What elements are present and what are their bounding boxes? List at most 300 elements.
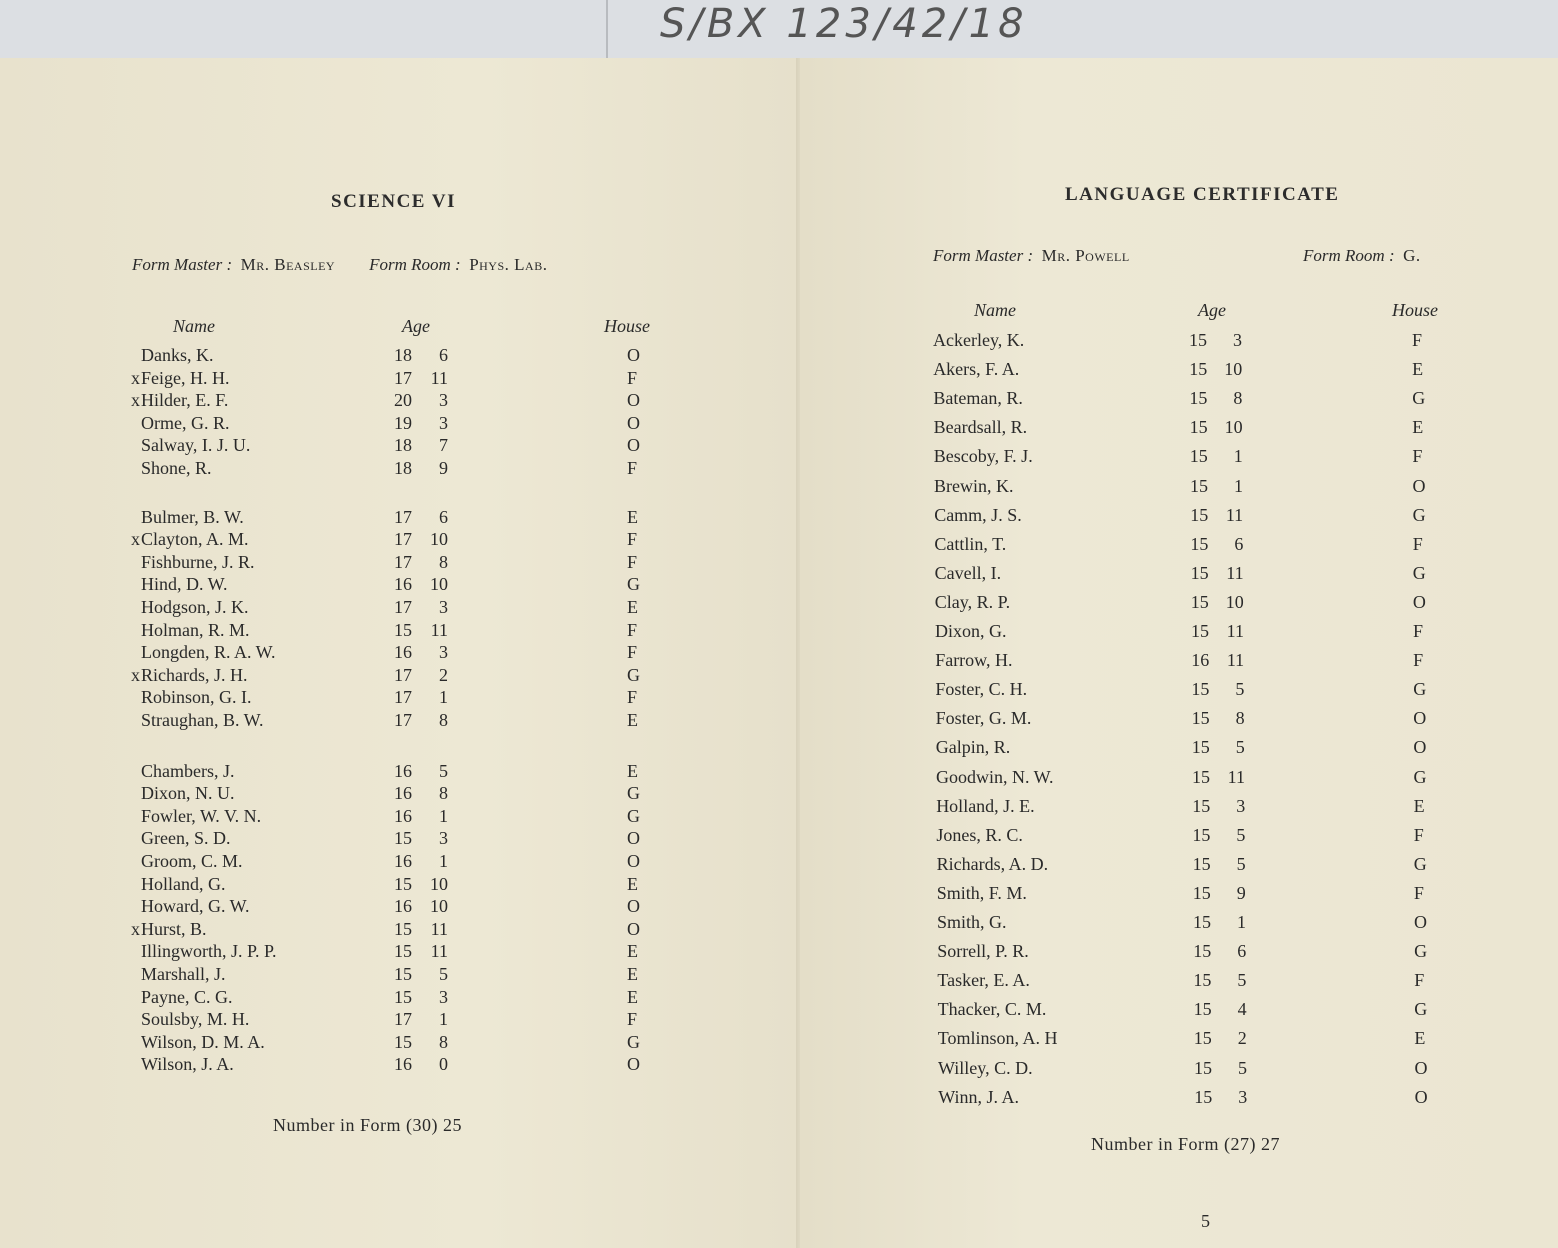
age-years: 16 (1191, 650, 1210, 671)
student-name: Willey, C. D. (938, 1057, 1033, 1078)
age-months: 8 (439, 1031, 448, 1052)
age-years: 15 (1190, 475, 1208, 496)
table-row (0, 345, 800, 369)
student-name: Smith, G. (937, 912, 1007, 932)
age-months: 3 (1236, 795, 1246, 816)
age-months: 11 (430, 918, 448, 939)
age-years: 15 (394, 941, 412, 962)
age-months: 11 (430, 619, 448, 640)
house: G (627, 805, 640, 826)
age-years: 15 (1190, 533, 1209, 554)
age-years: 15 (1192, 824, 1211, 845)
column-header-name: Name (173, 316, 215, 336)
table-row (0, 597, 800, 621)
age-months: 3 (1233, 330, 1242, 350)
student-name: Foster, C. H. (935, 679, 1028, 700)
house: G (1412, 562, 1426, 583)
table-row (0, 828, 800, 852)
student-name: Galpin, R. (935, 737, 1011, 758)
table-row (800, 679, 1558, 703)
table-row (0, 761, 800, 785)
student-name: Bescoby, F. J. (933, 446, 1033, 467)
remove-mark: x (131, 367, 140, 388)
house: O (1414, 912, 1427, 932)
house: F (627, 458, 638, 478)
page-title: SCIENCE VI (331, 191, 456, 212)
age-years: 15 (394, 918, 412, 939)
age-months: 1 (439, 1009, 448, 1030)
form-master-label: Form Master : (132, 255, 233, 274)
house: F (627, 1009, 638, 1030)
age-years: 15 (1189, 359, 1208, 380)
age-months: 10 (430, 873, 448, 894)
house: F (1412, 446, 1423, 467)
house: O (1414, 1057, 1428, 1078)
house: F (1413, 650, 1424, 671)
form-master: Mr. Beasley (240, 255, 336, 274)
house: O (627, 896, 640, 917)
table-row (800, 359, 1558, 383)
student-name: Robinson, G. I. (141, 687, 252, 708)
age-months: 6 (439, 345, 448, 365)
house: F (1413, 882, 1424, 903)
student-name: Fowler, W. V. N. (141, 805, 262, 826)
table-row (800, 796, 1558, 820)
age-months: 11 (1227, 766, 1245, 787)
student-name: Bulmer, B. W. (141, 506, 244, 527)
house: F (1412, 533, 1423, 554)
student-name: Brewin, K. (934, 475, 1014, 496)
age-years: 15 (1193, 970, 1212, 991)
table-row (0, 368, 800, 392)
house: F (1413, 824, 1424, 845)
table-row (0, 687, 800, 711)
age-years: 15 (394, 964, 412, 984)
table-row (800, 388, 1558, 412)
student-name: Dixon, G. (935, 621, 1007, 641)
age-months: 10 (430, 574, 448, 595)
house: F (627, 619, 638, 640)
house: E (627, 506, 638, 527)
age-years: 15 (1193, 1028, 1212, 1049)
age-months: 9 (1236, 882, 1246, 903)
student-name: Hodgson, J. K. (141, 597, 249, 617)
house: O (1413, 737, 1427, 758)
table-row (0, 1054, 800, 1078)
house: E (1413, 795, 1425, 816)
age-months: 2 (1237, 1028, 1247, 1049)
age-months: 5 (439, 760, 448, 781)
student-name: Holman, R. M. (141, 619, 250, 640)
form-count: Number in Form (30) 25 (273, 1115, 462, 1135)
table-row (800, 767, 1558, 791)
house: G (1412, 388, 1426, 409)
age-months: 11 (1226, 562, 1244, 583)
age-months: 10 (430, 529, 448, 550)
age-months: 11 (1225, 504, 1244, 525)
table-row (0, 413, 800, 437)
age-months: 6 (1237, 941, 1247, 962)
age-years: 15 (1192, 795, 1211, 816)
table-row (800, 446, 1558, 470)
table-row (800, 883, 1558, 907)
age-years: 15 (394, 619, 412, 640)
age-years: 15 (394, 828, 412, 849)
age-years: 15 (1190, 591, 1209, 612)
student-name: Holland, J. E. (936, 795, 1035, 816)
student-name: Cavell, I. (934, 562, 1002, 583)
age-years: 18 (394, 345, 412, 365)
age-months: 10 (1224, 359, 1243, 380)
house: E (627, 941, 638, 962)
house: G (627, 574, 640, 595)
table-row (0, 941, 800, 965)
table-row (800, 999, 1558, 1023)
form-master-label: Form Master : (933, 246, 1034, 265)
house: E (627, 760, 638, 781)
age-months: 1 (439, 687, 448, 708)
student-name: Hind, D. W. (141, 574, 228, 595)
age-months: 5 (1236, 853, 1246, 874)
house: G (1414, 941, 1428, 962)
house: O (1412, 591, 1426, 612)
age-months: 11 (430, 941, 448, 962)
age-years: 16 (394, 1054, 412, 1075)
age-months: 4 (1237, 999, 1247, 1020)
remove-mark: x (131, 664, 140, 685)
form-info (933, 246, 1130, 266)
student-name: Bateman, R. (933, 388, 1023, 409)
house: O (627, 918, 640, 939)
table-row (0, 435, 800, 459)
house: O (627, 435, 640, 456)
student-name: Goodwin, N. W. (936, 766, 1054, 787)
age-years: 16 (394, 642, 412, 663)
table-row (0, 987, 800, 1011)
age-years: 17 (394, 597, 412, 617)
age-months: 3 (439, 390, 448, 411)
table-row (0, 919, 800, 943)
student-name: Soulsby, M. H. (141, 1009, 250, 1030)
student-name: Wilson, J. A. (141, 1054, 234, 1075)
house: F (1413, 621, 1424, 641)
age-months: 7 (439, 435, 448, 456)
page-title: LANGUAGE CERTIFICATE (1065, 184, 1340, 205)
student-name: Groom, C. M. (141, 851, 243, 871)
student-name: Wilson, D. M. A. (141, 1031, 265, 1052)
age-years: 15 (1194, 1086, 1213, 1107)
house: O (1413, 708, 1427, 729)
age-months: 1 (1237, 912, 1246, 932)
age-months: 1 (1234, 475, 1243, 496)
student-name: Winn, J. A. (938, 1086, 1019, 1107)
age-years: 16 (394, 783, 412, 804)
age-years: 15 (394, 873, 412, 894)
age-years: 15 (1189, 417, 1208, 438)
house: O (627, 828, 640, 849)
student-name: Akers, F. A. (933, 359, 1020, 380)
age-years: 15 (1192, 882, 1211, 903)
age-months: 1 (439, 805, 448, 826)
student-name: Fishburne, J. R. (141, 551, 255, 572)
age-months: 8 (439, 783, 448, 804)
age-months: 10 (430, 896, 448, 917)
house: E (627, 597, 638, 617)
age-months: 8 (1235, 708, 1245, 729)
age-years: 16 (394, 805, 412, 826)
student-name: Green, S. D. (141, 828, 231, 849)
table-row (0, 390, 800, 414)
age-years: 18 (394, 435, 412, 456)
table-row (0, 620, 800, 644)
student-name: Illingworth, J. P. P. (141, 941, 277, 962)
house: F (627, 551, 638, 572)
age-months: 3 (439, 597, 448, 617)
student-name: Longden, R. A. W. (141, 642, 276, 663)
age-years: 16 (394, 760, 412, 781)
student-name: Howard, G. W. (141, 896, 250, 917)
age-years: 20 (394, 390, 412, 411)
table-row (0, 574, 800, 598)
table-row (0, 851, 800, 875)
column-header-age: Age (402, 316, 430, 336)
house: E (627, 710, 638, 730)
age-years: 15 (1190, 504, 1209, 525)
age-years: 15 (1192, 766, 1210, 787)
form-room: G. (1403, 246, 1421, 265)
age-years: 19 (394, 412, 412, 433)
house: G (1414, 999, 1428, 1020)
student-name: Tasker, E. A. (937, 970, 1030, 991)
student-name: Shone, R. (141, 458, 212, 478)
house: O (627, 412, 640, 433)
house: G (1412, 504, 1426, 525)
page-number: 5 (1201, 1211, 1210, 1231)
age-months: 10 (1224, 417, 1243, 438)
table-row (800, 708, 1558, 732)
table-row (800, 592, 1558, 616)
house: F (1412, 330, 1423, 350)
student-name: Thacker, C. M. (937, 999, 1047, 1020)
age-months: 11 (1226, 621, 1244, 641)
house: O (627, 390, 640, 411)
house: E (627, 986, 638, 1007)
age-years: 17 (394, 687, 412, 708)
house: G (627, 664, 640, 685)
age-months: 10 (1225, 591, 1244, 612)
age-months: 6 (439, 506, 448, 527)
student-name: Jones, R. C. (936, 824, 1023, 845)
student-name: Danks, K. (141, 345, 214, 365)
student-name: Richards, J. H. (141, 664, 248, 685)
table-row (0, 507, 800, 531)
age-years: 15 (1191, 621, 1209, 641)
age-years: 15 (1189, 330, 1207, 350)
table-row (800, 941, 1558, 965)
age-years: 17 (394, 529, 412, 550)
age-years: 15 (1193, 912, 1211, 932)
age-months: 3 (439, 986, 448, 1007)
form-room-label: Form Room : (1303, 246, 1395, 265)
right-page (800, 58, 1558, 1248)
table-row (0, 665, 800, 689)
table-row (0, 552, 800, 576)
age-months: 2 (439, 664, 448, 685)
student-name: Tomlinson, A. H (937, 1028, 1058, 1049)
remove-mark: x (131, 918, 140, 939)
age-months: 8 (439, 710, 448, 730)
house: G (1413, 853, 1427, 874)
age-years: 15 (1191, 679, 1210, 700)
age-months: 5 (1237, 970, 1247, 991)
age-years: 17 (394, 506, 412, 527)
age-months: 3 (439, 412, 448, 433)
age-years: 17 (394, 710, 412, 730)
age-months: 1 (439, 851, 448, 871)
age-years: 16 (394, 896, 412, 917)
age-months: 11 (1226, 650, 1245, 671)
form-master: Mr. Powell (1041, 246, 1130, 265)
student-name: Clayton, A. M. (141, 529, 249, 550)
student-name: Orme, G. R. (141, 412, 230, 433)
table-row (800, 1087, 1558, 1111)
age-months: 3 (439, 828, 448, 849)
table-row (0, 458, 800, 482)
table-row (800, 912, 1558, 936)
age-months: 8 (439, 551, 448, 572)
age-years: 16 (394, 574, 412, 595)
archive-reference: S/BX 123/42/18 (660, 1, 1028, 47)
form-room-info (1303, 246, 1421, 266)
age-months: 5 (1238, 1057, 1247, 1078)
table-row (800, 825, 1558, 849)
house: O (1414, 1086, 1428, 1107)
table-row (0, 710, 800, 734)
table-row (0, 806, 800, 830)
student-name: Salway, I. J. U. (141, 435, 251, 456)
archive-slip-edge (606, 0, 608, 60)
table-row (0, 529, 800, 553)
house: E (627, 964, 638, 984)
form-room-label: Form Room : (369, 255, 461, 274)
age-years: 15 (394, 986, 412, 1007)
student-name: Richards, A. D. (936, 853, 1049, 874)
house: F (1414, 970, 1425, 991)
age-months: 0 (439, 1054, 448, 1075)
house: O (627, 1054, 640, 1075)
student-name: Farrow, H. (935, 650, 1013, 671)
house: E (1412, 417, 1424, 438)
form-room: Phys. Lab. (469, 255, 548, 274)
form-info (132, 255, 547, 275)
student-name: Smith, F. M. (936, 882, 1027, 903)
student-name: Marshall, J. (141, 964, 226, 984)
house: G (1413, 766, 1427, 787)
age-months: 9 (439, 458, 448, 478)
student-name: Feige, H. H. (141, 367, 230, 388)
house: F (627, 642, 638, 663)
age-years: 15 (1191, 737, 1210, 758)
table-row (800, 563, 1558, 587)
table-row (800, 1028, 1558, 1052)
table-row (0, 642, 800, 666)
age-years: 18 (394, 458, 412, 478)
house: G (627, 1031, 640, 1052)
house: E (627, 873, 638, 894)
student-name: Clay, R. P. (934, 591, 1011, 612)
student-name: Sorrell, P. R. (937, 941, 1029, 962)
age-years: 15 (1191, 708, 1210, 729)
table-row (800, 650, 1558, 674)
age-years: 15 (1189, 388, 1208, 409)
house: E (1414, 1028, 1426, 1049)
column-header-name: Name (974, 300, 1016, 320)
table-row (800, 1058, 1558, 1082)
house: O (1412, 475, 1426, 496)
table-row (800, 621, 1558, 645)
left-page (0, 58, 800, 1248)
age-years: 17 (394, 1009, 412, 1030)
house: F (627, 367, 638, 388)
house: F (627, 529, 638, 550)
column-header-age: Age (1198, 300, 1226, 320)
table-row (800, 505, 1558, 529)
table-row (800, 534, 1558, 558)
remove-mark: x (131, 390, 140, 411)
student-name: Hilder, E. F. (141, 390, 229, 411)
table-row (0, 896, 800, 920)
age-months: 11 (430, 367, 448, 388)
age-years: 15 (394, 1031, 412, 1052)
age-years: 17 (394, 367, 412, 388)
student-name: Camm, J. S. (934, 504, 1022, 525)
table-row (800, 417, 1558, 441)
student-name: Beardsall, R. (933, 417, 1028, 438)
student-name: Payne, C. G. (141, 986, 233, 1007)
table-row (800, 970, 1558, 994)
age-months: 3 (439, 642, 448, 663)
table-row (0, 1032, 800, 1056)
house: O (627, 345, 640, 365)
student-name: Ackerley, K. (933, 330, 1025, 350)
table-row (0, 783, 800, 807)
table-row (0, 964, 800, 988)
age-years: 15 (1192, 853, 1211, 874)
age-years: 17 (394, 551, 412, 572)
house: F (627, 687, 638, 708)
age-years: 15 (1189, 446, 1208, 467)
column-header-house: House (1392, 300, 1438, 320)
student-name: Hurst, B. (141, 918, 207, 939)
age-months: 5 (1235, 679, 1245, 700)
column-header-house: House (604, 316, 650, 336)
table-row (800, 854, 1558, 878)
age-months: 5 (1235, 737, 1245, 758)
house: G (627, 783, 640, 804)
house: E (1412, 359, 1424, 380)
student-name: Straughan, B. W. (141, 710, 264, 730)
age-months: 5 (1236, 824, 1246, 845)
age-months: 8 (1233, 388, 1243, 409)
age-years: 15 (1190, 562, 1209, 583)
house: O (627, 851, 640, 871)
age-years: 17 (394, 664, 412, 685)
table-row (800, 476, 1558, 500)
student-name: Foster, G. M. (935, 708, 1032, 729)
age-months: 1 (1233, 446, 1243, 467)
student-name: Holland, G. (141, 873, 226, 894)
age-years: 15 (1193, 999, 1212, 1020)
